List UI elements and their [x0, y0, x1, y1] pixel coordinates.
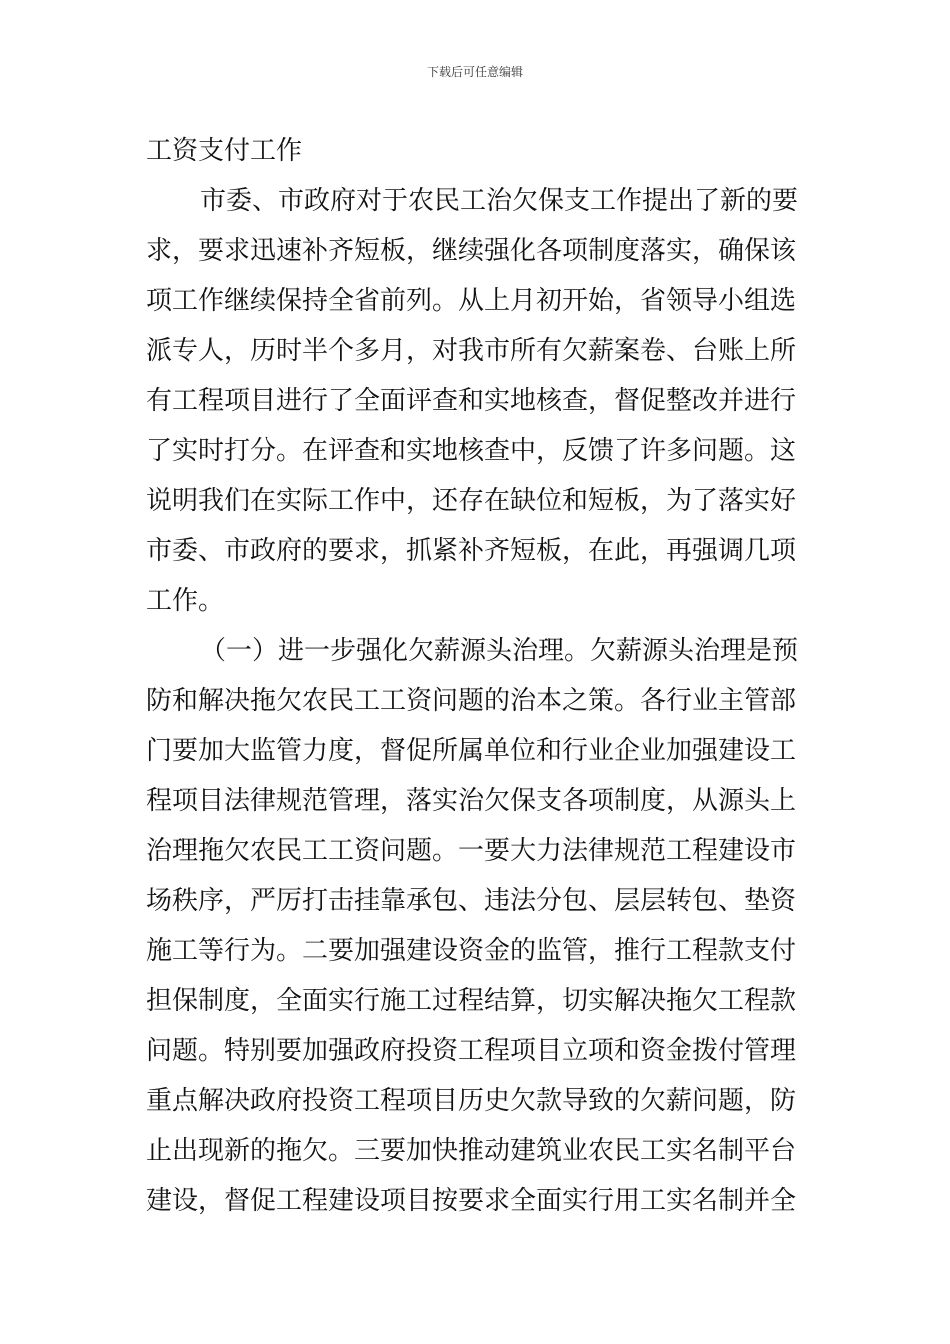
- text-line: 求，要求迅速补齐短板，继续强化各项制度落实，确保该: [146, 236, 797, 266]
- text-line: 了实时打分。在评查和实地核查中，反馈了许多问题。这: [146, 436, 797, 466]
- document-body: [146, 126, 806, 1226]
- text-line: 门要加大监管力度，督促所属单位和行业企业加强建设工: [146, 736, 797, 766]
- text-line: 施工等行为。二要加强建设资金的监管，推行工程款支付: [146, 936, 797, 966]
- text-line: 重点解决政府投资工程项目历史欠款导致的欠薪问题，防: [146, 1086, 797, 1116]
- page-header-note: 下载后可任意编辑: [426, 65, 523, 79]
- text-line: 市委、市政府的要求，抓紧补齐短板，在此，再强调几项: [146, 536, 797, 566]
- text-line: 有工程项目进行了全面评查和实地核查，督促整改并进行: [146, 386, 797, 416]
- text-line: 治理拖欠农民工工资问题。一要大力法律规范工程建设市: [146, 836, 797, 866]
- text-line: 担保制度，全面实行施工过程结算，切实解决拖欠工程款: [146, 986, 797, 1016]
- text-line: 防和解决拖欠农民工工资问题的治本之策。各行业主管部: [146, 686, 797, 716]
- text-line: 市委、市政府对于农民工治欠保支工作提出了新的要: [200, 186, 799, 216]
- text-line: （一）进一步强化欠薪源头治理。欠薪源头治理是预: [200, 636, 799, 666]
- text-line: 说明我们在实际工作中，还存在缺位和短板，为了落实好: [146, 486, 797, 516]
- text-line: 派专人，历时半个多月，对我市所有欠薪案卷、台账上所: [146, 336, 797, 366]
- text-line: 场秩序，严厉打击挂靠承包、违法分包、层层转包、垫资: [146, 886, 797, 916]
- text-line: 程项目法律规范管理，落实治欠保支各项制度，从源头上: [146, 786, 797, 816]
- text-line: 项工作继续保持全省前列。从上月初开始，省领导小组选: [146, 286, 797, 316]
- text-line: 工资支付工作: [146, 136, 303, 166]
- text-line: 问题。特别要加强政府投资工程项目立项和资金拨付管理: [146, 1036, 797, 1066]
- text-line: 止出现新的拖欠。三要加快推动建筑业农民工实名制平台: [146, 1136, 797, 1166]
- text-line: 建设，督促工程建设项目按要求全面实行用工实名制并全: [146, 1186, 797, 1216]
- text-line: 工作。: [146, 586, 225, 616]
